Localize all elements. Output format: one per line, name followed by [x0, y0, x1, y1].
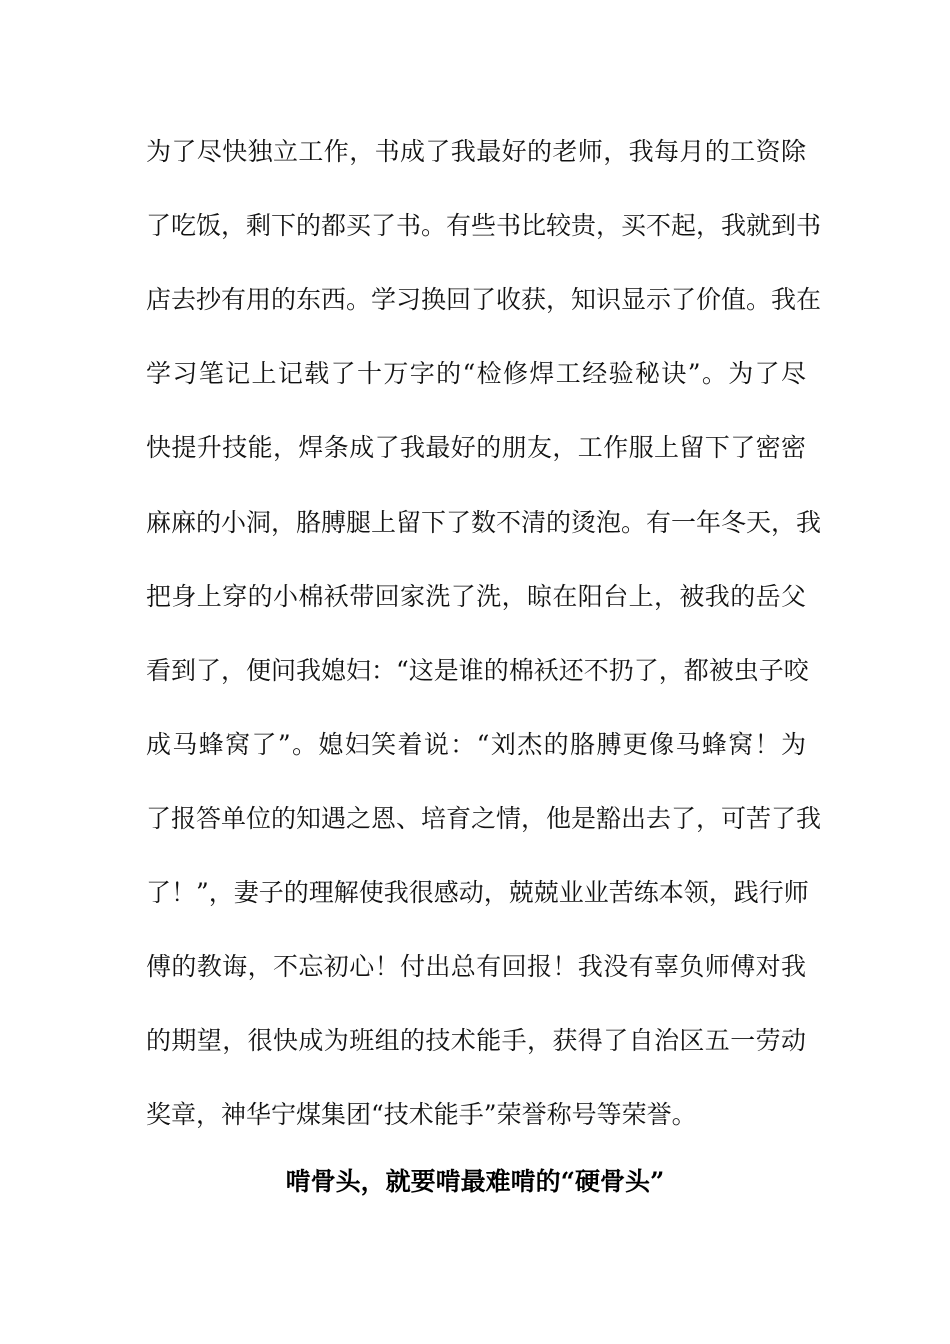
paragraph-line: 为了尽快独立工作，书成了我最好的老师，我每月的工资除 [146, 137, 806, 166]
paragraph-line: 了吃饭，剩下的都买了书。有些书比较贵，买不起，我就到书 [146, 211, 822, 240]
paragraph-line: 的期望，很快成为班组的技术能手，获得了自治区五一劳动 [146, 1026, 806, 1055]
section-heading: 啃骨头，就要啃最难啃的“硬骨头” [285, 1167, 665, 1196]
paragraph-line: 把身上穿的小棉袄带回家洗了洗，晾在阳台上，被我的岳父 [146, 582, 806, 611]
paragraph-line: 了！”，妻子的理解使我很感动，兢兢业业苦练本领，践行师 [146, 878, 809, 907]
paragraph-line: 傅的教诲，不忘初心！付出总有回报！我没有辜负师傅对我 [146, 952, 806, 981]
paragraph-line: 成马蜂窝了”。媳妇笑着说：“刘杰的胳膊更像马蜂窝！为 [146, 730, 806, 759]
paragraph-line: 店去抄有用的东西。学习换回了收获，知识显示了价值。我在 [146, 285, 822, 314]
paragraph-line: 快提升技能，焊条成了我最好的朋友，工作服上留下了密密 [146, 433, 806, 462]
paragraph-line: 学习笔记上记载了十万字的“检修焊工经验秘诀”。为了尽 [146, 359, 806, 388]
paragraph-line: 了报答单位的知遇之恩、培育之情，他是豁出去了，可苦了我 [146, 804, 822, 833]
paragraph-line: 奖章，神华宁煤集团“技术能手”荣誉称号等荣誉。 [146, 1100, 697, 1129]
paragraph-line: 麻麻的小洞，胳膊腿上留下了数不清的烫泡。有一年冬天，我 [146, 508, 822, 537]
paragraph-line: 看到了，便问我媳妇：“这是谁的棉袄还不扔了，都被虫子咬 [146, 656, 809, 685]
